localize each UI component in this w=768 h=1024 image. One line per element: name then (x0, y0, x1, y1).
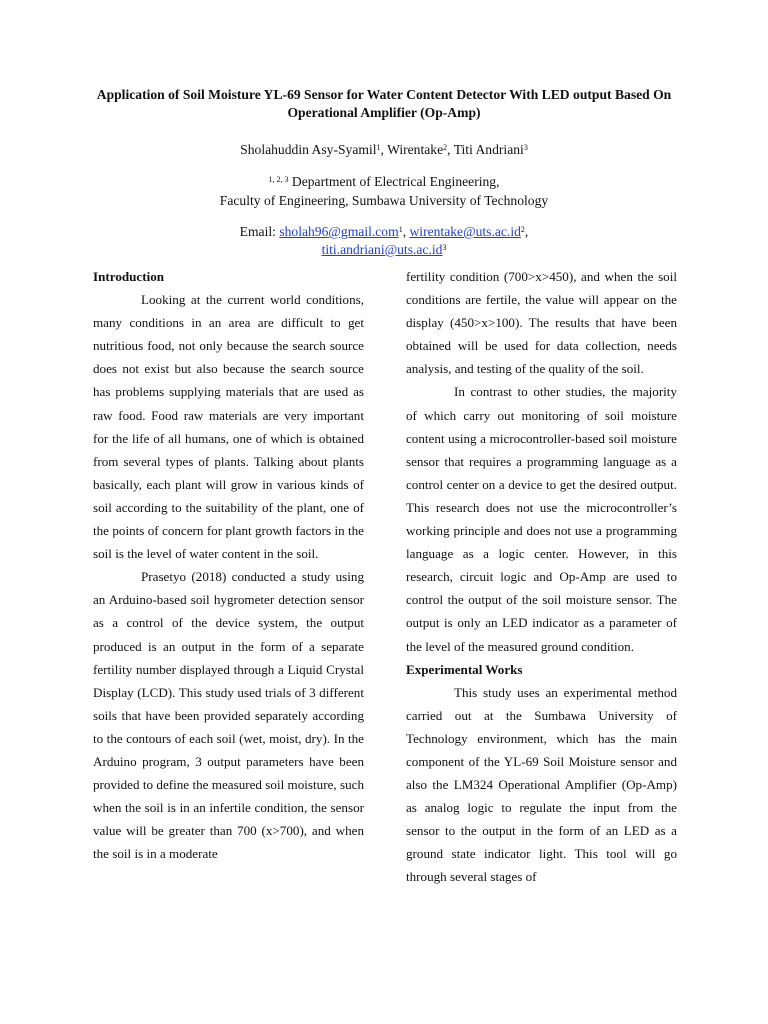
author-name: Sholahuddin Asy-Syamil (240, 142, 377, 157)
affiliation-dept-line (60, 172, 708, 191)
email-link-wirentake[interactable]: wirentake@uts.ac.id (409, 224, 521, 239)
section-heading-introduction: Introduction (93, 269, 165, 284)
author-name: Wirentake (387, 142, 444, 157)
author-sup: 2 (443, 143, 448, 152)
paragraph: Looking at the current world conditions, many conditions in an area are difficult to get nutritious food, not only because the search source does not exist but also because the search source has problems supplying materials that are used as raw food. Food raw materials are very important for the life of all humans, one of which is obtained from several types of plants. Talking about plants basically, each plant will grow in various kinds of soil according to the suitability of the plant, one of the points of concern for plant growth factors in the soil is the level of water content in the soil. (93, 292, 364, 562)
paragraph: This study uses an experimental method carried out at the Sumbawa University of Technology environment, which has the main component of the YL-69 Soil Moisture sensor and also the LM324 Operational Amplifier (Op-Amp) as analog logic to regulate the input from the sensor to the output in the form of an LED as a ground state indicator light. This tool will go through several stages of (406, 684, 677, 885)
email-label: Email: (239, 224, 280, 239)
right-column (406, 265, 677, 889)
section-heading-experimental-works: Experimental Works (406, 661, 523, 677)
paper-header (60, 86, 708, 259)
author-sep: , (447, 142, 454, 157)
paragraph: fertility condition (700>x>450), and when the soil conditions are fertile, the value will appear on the display (450>x>100). The results that have been obtained will be used for data collection, needs analysis, and testing of the quality of the soil. (406, 269, 677, 377)
email-sep: , (402, 224, 410, 239)
affiliation (60, 172, 708, 210)
paper-title: Application of Soil Moisture YL-69 Sensor for Water Content Detector With LED output Based On Operational Amplifier (Op-Amp) (96, 87, 672, 120)
author-name: Titi Andriani (453, 142, 524, 157)
paragraph: In contrast to other studies, the majority of which carry out monitoring of soil moisture content using a microcontroller-based soil moisture sensor that requires a programming language as a control center on a device to get the desired output. This research does not use the microcontroller’s working principle and does not use a programming language as a logic center. However, in this research, circuit logic and Op-Amp are used to control the output of the soil moisture sensor. The output is only an LED indicator as a parameter of the level of the measured ground condition. (406, 384, 677, 654)
email-link-sholah[interactable]: sholah96@gmail.com (279, 224, 399, 239)
affiliation-sup: 1, 2, 3 (268, 175, 289, 184)
paragraph: Prasetyo (2018) conducted a study using an Arduino-based soil hygrometer detection sensor as a control of the device system, the output produced is an output in the form of a separate fertility number displayed through a Liquid Crystal Display (LCD). This study used trials of 3 different soils that have been provided separately according to the contours of each soil (wet, moist, dry). In the Arduino program, 3 output parameters have been provided to define the measured soil moisture, such when the soil is in an infertile condition, the sensor value will be greater than 700 (x>700), and when the soil is in a moderate (93, 569, 364, 862)
author-sep: , (380, 142, 388, 157)
author-list (60, 141, 708, 159)
email-block (60, 223, 708, 259)
email-line-1 (60, 223, 708, 241)
affiliation-dept: Department of Electrical Engineering, (288, 174, 500, 189)
email-sup: 3 (442, 243, 447, 252)
email-sup: 1 (398, 225, 403, 234)
author-sup: 3 (523, 143, 528, 152)
left-column (93, 265, 364, 865)
email-line-2 (60, 241, 708, 259)
email-link-titi[interactable]: titi.andriani@uts.ac.id (321, 242, 443, 257)
affiliation-faculty: Faculty of Engineering, Sumbawa University of Technology (219, 193, 549, 208)
email-sep: , (524, 224, 529, 239)
email-sup: 2 (520, 225, 525, 234)
author-sup: 1 (376, 143, 381, 152)
